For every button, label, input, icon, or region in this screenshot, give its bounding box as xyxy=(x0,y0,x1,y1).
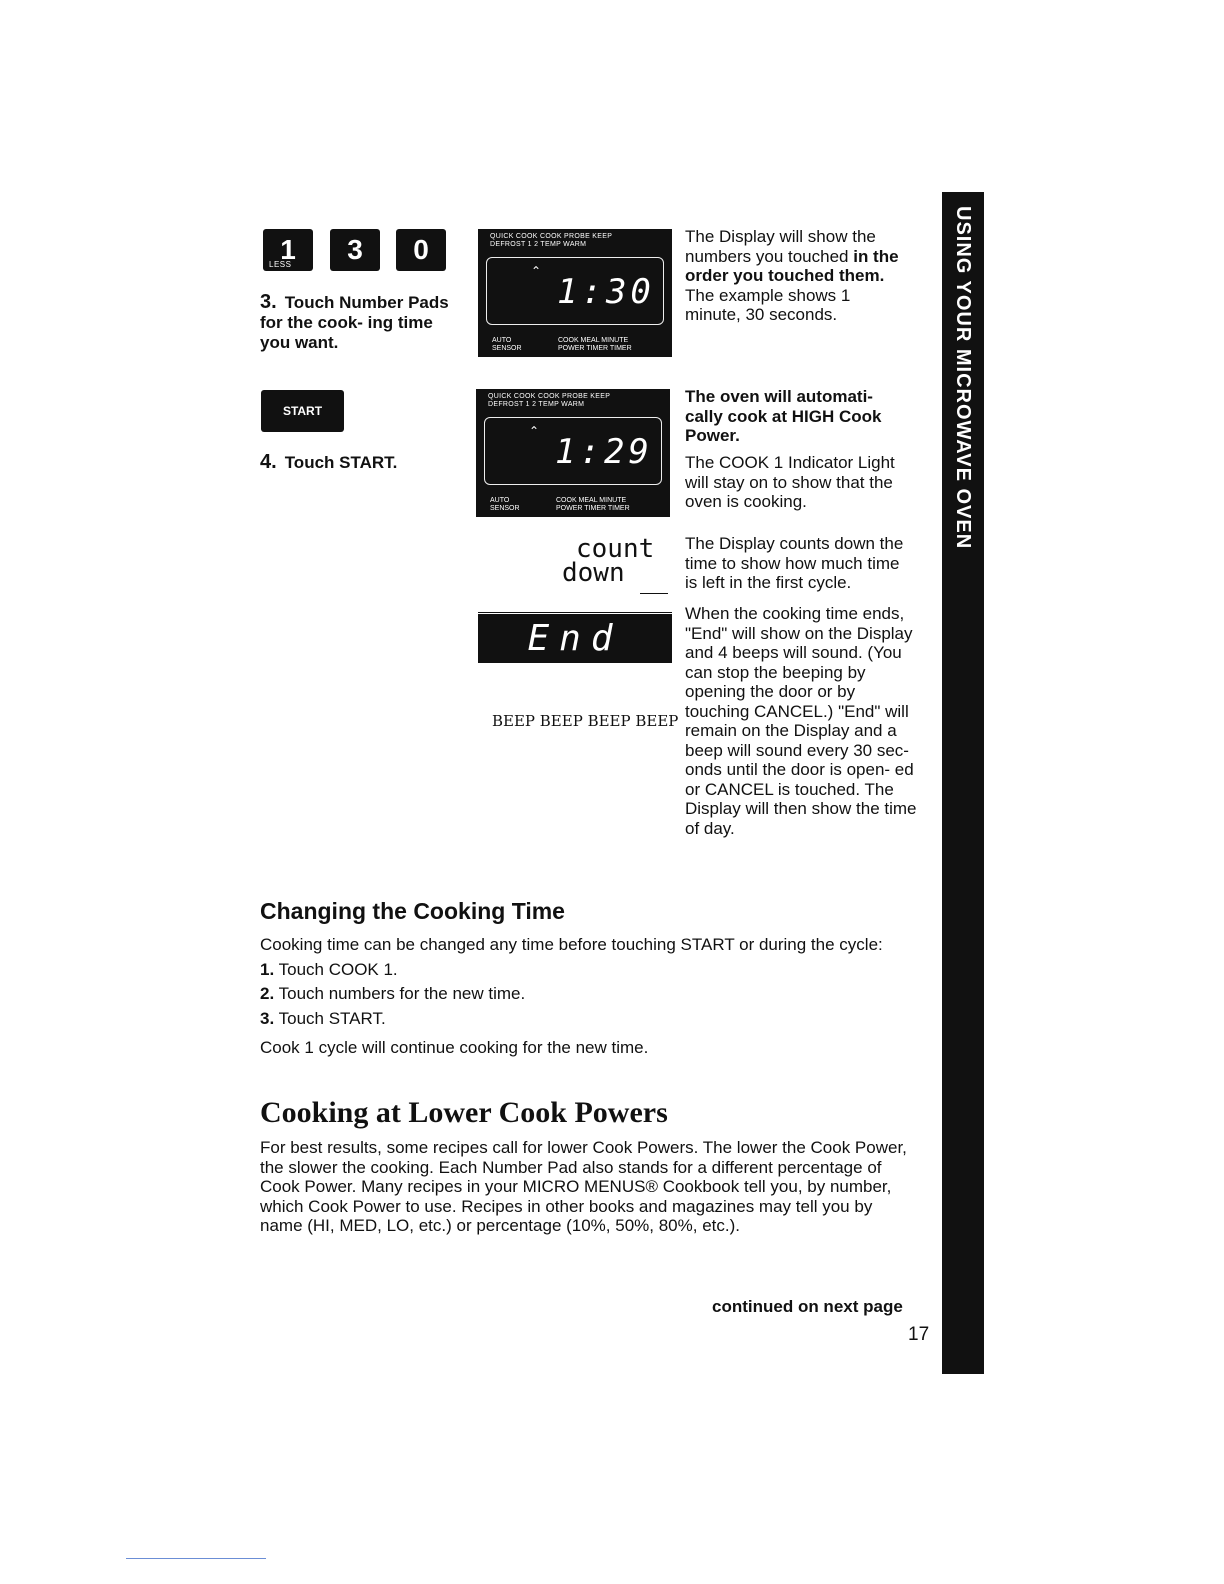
oven-display-panel xyxy=(476,389,670,517)
text-run: The Display will show the numbers you touched xyxy=(685,227,876,266)
lower-power-section xyxy=(260,1096,920,1236)
panel-digits: 1:29 xyxy=(555,432,653,472)
changing-section xyxy=(260,898,920,1058)
side-tab-label: USING YOUR MICROWAVE OVEN xyxy=(952,206,974,550)
text-run-bold: in the order you touched them. xyxy=(685,246,899,285)
panel-label: SENSOR xyxy=(490,505,520,512)
step-number: 1. xyxy=(260,959,275,979)
panel-top-labels xyxy=(476,389,670,409)
step-number: 3. xyxy=(260,291,277,313)
step-text: Touch numbers for the new time. xyxy=(278,984,526,1003)
step-text: Touch COOK 1. xyxy=(278,959,398,979)
beep-graphic: BEEP BEEP BEEP BEEP xyxy=(492,712,679,730)
step-3 xyxy=(260,292,460,353)
countdown-graphic xyxy=(562,534,672,595)
panel-label: POWER TIMER TIMER xyxy=(556,505,630,512)
step-4 xyxy=(260,452,460,473)
step-number: 2. xyxy=(260,984,275,1003)
countdown-underline xyxy=(640,593,668,594)
display-order-text xyxy=(685,227,910,325)
indicator-mark: ⌃ xyxy=(529,424,540,438)
panel-digits: 1:30 xyxy=(557,272,655,312)
number-pad-1 xyxy=(263,229,313,271)
continued-note: continued on next page xyxy=(712,1297,903,1316)
text-run: The example shows 1 minute, 30 seconds. xyxy=(685,285,851,324)
panel-screen xyxy=(484,417,662,485)
step-text: Touch Number Pads for the cook- ing time you want. xyxy=(260,293,449,352)
panel-screen xyxy=(486,257,664,325)
bottom-rule xyxy=(126,1558,266,1559)
countdown-line: down xyxy=(562,558,625,588)
panel-top-labels xyxy=(478,229,672,249)
panel-label-row: QUICK COOK COOK PROBE KEEP xyxy=(490,233,613,240)
panel-label: POWER TIMER TIMER xyxy=(558,345,632,352)
key-sublabel: LESS xyxy=(269,260,292,269)
step-number: 3. xyxy=(260,1008,275,1028)
end-display: End xyxy=(478,614,672,663)
step-number: 4. xyxy=(260,451,277,473)
number-pad-3 xyxy=(330,229,380,271)
end-panel-rule xyxy=(478,612,672,613)
changing-step xyxy=(260,984,920,1004)
section-heading: Changing the Cooking Time xyxy=(260,898,565,924)
high-power-heading: The oven will automati- cally cook at HIGH Cook Power. xyxy=(685,387,882,445)
section-heading: Cooking at Lower Cook Powers xyxy=(260,1096,668,1129)
changing-step xyxy=(260,960,920,980)
panel-label-row: DEFROST 1 2 TEMP WARM xyxy=(488,401,585,408)
key-digit: 0 xyxy=(413,234,429,265)
changing-intro: Cooking time can be changed any time before touching START or during the cycle: xyxy=(260,935,883,954)
changing-step xyxy=(260,1009,920,1029)
panel-label-row: QUICK COOK COOK PROBE KEEP xyxy=(488,393,611,400)
indicator-mark: ⌃ xyxy=(531,264,542,278)
panel-label-row: DEFROST 1 2 TEMP WARM xyxy=(490,241,587,248)
key-digit: 1 xyxy=(280,234,296,265)
panel-label: COOK MEAL MINUTE xyxy=(558,337,629,344)
key-digit: 3 xyxy=(347,234,363,265)
countdown-text: The Display counts down the time to show how much time is left in the first cycle. xyxy=(685,534,904,592)
lower-power-text: For best results, some recipes call for lower Cook Powers. The lower the Cook Power, the slower the cooking. Each Number Pad also stands for a different percentage of Cook Power. Many recipes in your MICRO MENUS® Cookbook tell you, by number, which Cook Power to use. Recipes in other books and magazines may tell you by name (HI, MED, LO, etc.) or percentage (10%, 50%, 80%, etc.). xyxy=(260,1138,907,1235)
start-key: START xyxy=(261,390,344,432)
end-text: When the cooking time ends, "End" will show on the Display and 4 beeps will sound. (You can stop the beeping by opening the door or by touching CANCEL.) "End" will remain on the Display and a beep will sound every 30 sec- onds until the door is open- ed or CANCEL is touched. The Display will then show the time of day. xyxy=(685,604,917,838)
indicator-light-text: The COOK 1 Indicator Light will stay on to show that the oven is cooking. xyxy=(685,453,895,511)
countdown-line: count xyxy=(576,534,655,564)
page-number: 17 xyxy=(908,1324,930,1345)
step-text: Touch START. xyxy=(278,1008,386,1028)
changing-outro: Cook 1 cycle will continue cooking for the new time. xyxy=(260,1038,649,1057)
panel-label: AUTO xyxy=(492,337,512,344)
panel-label: SENSOR xyxy=(492,345,522,352)
panel-label: AUTO xyxy=(490,497,510,504)
step-text: Touch START. xyxy=(284,453,398,472)
panel-label: COOK MEAL MINUTE xyxy=(556,497,627,504)
side-tab xyxy=(942,192,984,1374)
number-pad-0 xyxy=(396,229,446,271)
oven-display-panel xyxy=(478,229,672,357)
